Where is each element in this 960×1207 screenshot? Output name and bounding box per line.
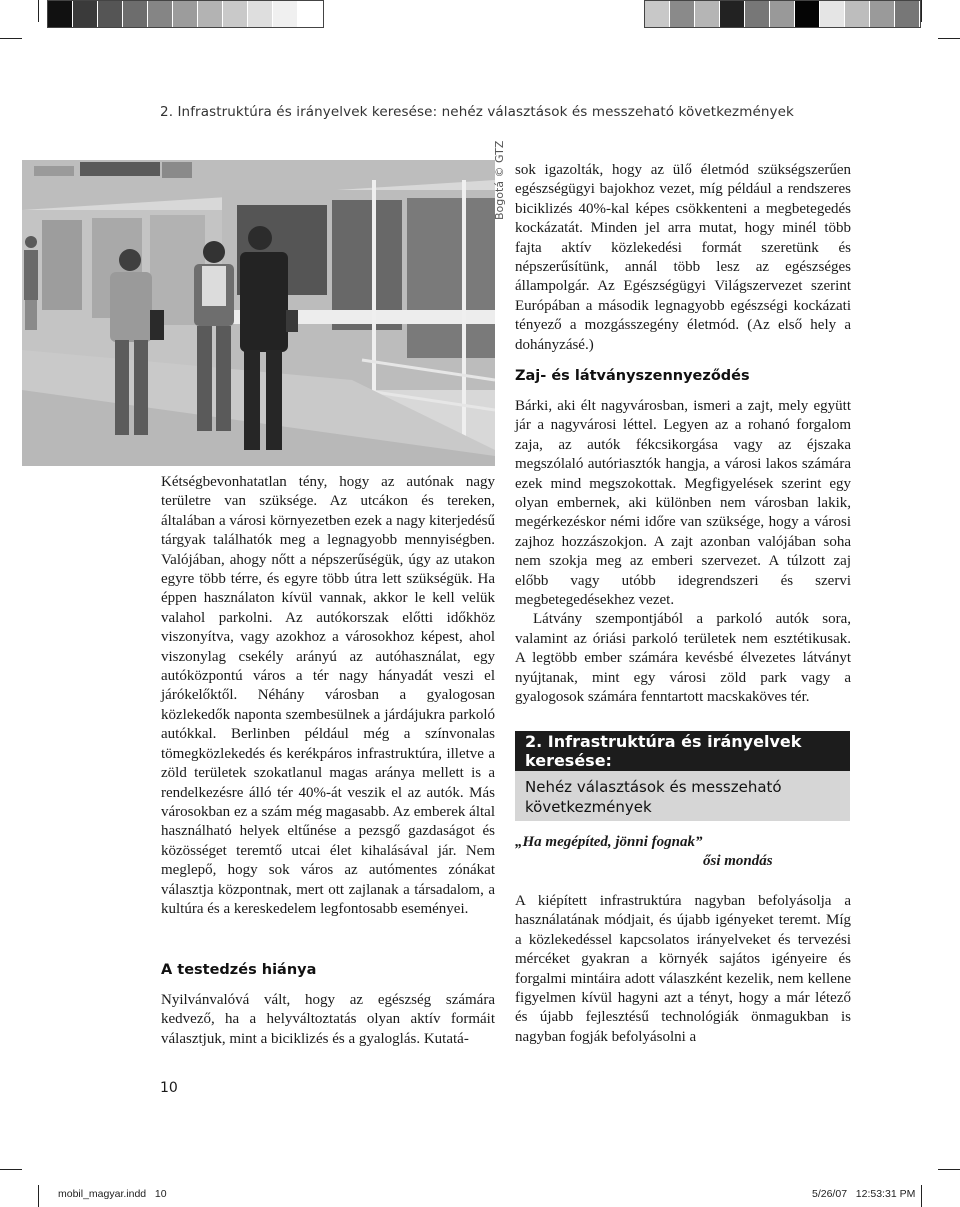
right-paragraph-3: Látvány szempontjából a parkoló autók sora, valamint az óriási parkoló területek nem esztétikusak. A legtöbb ember számára kevésbé élvezetes látványt nyújtanak, mint egy városi zöld park vagy a gyalogosok számára fenntartott macskaköves tér. — [515, 611, 851, 706]
heading-noise: Zaj- és látványszennyeződés — [515, 368, 750, 384]
right-paragraph-4: A kiépített infrastruktúra nagyban befolyásolja a használatának módjait, és újabb igényeket teremt. Míg a közlekedéssel kapcsolatos irányelveket és tervezési mércéket gyakran a környék sajátos igényeire és forgalmi mintáira adott válaszként kezelik, nem kellene figyelmen kívül hagyni azt a tényt, hogy a már létező és újabb fejlesztésű technológiák önmagukban is nagyban fogják befolyásolni a — [515, 893, 851, 1045]
left-paragraph-2: Nyilvánvalóvá vált, hogy az egészség számára kedvező, ha a helyváltoztatás olyan aktív formáit választjuk, mint a biciklizés és a gyaloglás. Kutatá- — [161, 992, 495, 1047]
crop-mark-bottom-left-v — [38, 1185, 39, 1207]
right-column-top — [515, 161, 851, 355]
right-paragraph-1: sok igazolták, hogy az ülő életmód szükségszerűen egészségügyi bajokhoz vezet, míg például a rendszeres biciklizés 40%-kal képes csökkenteni a megbetegedés kockázatát. Minden jel arra mutat, hogy minél több fajta aktív közlekedési formát szeretünk és népszerűsítünk, annál több lesz az egészséges állampolgár. Az Egészségügyi Világszervezet szerint Európában a második legnagyobb egészségi kockázati tényező a mozgásszegény életmód. (Az első hely a dohányzásé.) — [515, 162, 851, 353]
slug-file: mobil_magyar.indd 10 — [58, 1188, 167, 1200]
photo-credit-text: Bogotá © GTZ — [493, 140, 506, 220]
crop-mark-bottom-left-h — [0, 1169, 22, 1170]
left-column — [161, 473, 495, 919]
right-column-middle — [515, 397, 851, 708]
running-head: 2. Infrastruktúra és irányelvek keresése: nehéz választások és messzeható következmények — [160, 104, 794, 120]
color-bar-left — [47, 0, 324, 28]
crop-mark-bottom-right-v — [921, 1185, 922, 1207]
chapter-heading-box — [515, 731, 850, 821]
photo-credit — [493, 140, 509, 240]
page-number: 10 — [160, 1080, 178, 1096]
left-paragraph-1: Kétségbevonhatatlan tény, hogy az autónak nagy területre van szüksége. Az utcákon és tereken, általában a városi környezetben ezek a nagy kiterjedésű tárgyak találhatók meg a legnagyobb mennyiségben. Valójában, ahogy nőtt a népszerűségük, úgy az utakon egyre több térre, és egyre több útra lett szükségük. Ha éppen használaton kívül vannak, akkor le kell velük valahol parkolni. Az autókorszak előtti időkhöz viszonyítva, vagy azokhoz a városokhoz képest, ahol viszonylag csekély arányú az autóhasználat, egy autóközpontú város a tér nagy hányadát veszi el járókelőktől. Néhány városban a gyalogosan közlekedők naponta szembesülnek a járdájukra parkoló autókkal. Berlinben például még a színvonalas tömegközlekedés és kerékpáros infrastruktúra, illetve a zöld területek szokatlanul magas aránya mellett is a rendelkezésre álló tér 40%-át veszik el az autók. Más városokban ez a szám még magasabb. Az emberek által használható helyek eltűnése a pezsgő gazdaságot és közösséget teremtő utcai élet kihalásával jár. Nem meglepő, hogy sok város az autómentes zónákat választja központnak, mert ott zajlanak a társadalom, a kultúra és a kereskedelem legfontosabb eseményei. — [161, 474, 495, 917]
chapter-title: 2. Infrastruktúra és irányelvek keresése: — [515, 731, 850, 771]
color-bar-right — [644, 0, 921, 28]
heading-exercise: A testedzés hiánya — [161, 962, 317, 978]
crop-mark-top-right-v — [921, 0, 922, 22]
crop-mark-top-left-h — [0, 38, 22, 39]
epigraph-source: ősi mondás — [703, 853, 773, 869]
photo-bus-station — [22, 160, 495, 466]
crop-mark-top-right-h — [938, 38, 960, 39]
left-column-bottom — [161, 991, 495, 1049]
epigraph-quote: „Ha megépíted, jönni fognak” — [515, 834, 703, 850]
right-paragraph-2: Bárki, aki élt nagyvárosban, ismeri a zajt, mely együtt jár a nagyvárosi léttel. Legyen az a rohanó forgalom zaja, az autók fékcsikorgása vagy az éjszaka megszólaló autóriasztók hangja, a városi lakos számára ezek mind megszokottak. Megfigyelések szerint egy olyan embernek, aki különben nem városban lakik, megérkezéskor némi időre van szüksége, hogy a városi zajhoz hozzászokjon. A zajt azonban valójában soha nem szokja meg az emberi szervezet. A túlzott zaj előbb vagy utóbb idegrendszeri és szervi megbetegedésekhez vezet. — [515, 398, 851, 609]
crop-mark-top-left-v — [38, 0, 39, 22]
chapter-subtitle: Nehéz választások és messzeható következmények — [515, 771, 850, 821]
right-column-bottom — [515, 892, 851, 1047]
slug-date: 5/26/07 12:53:31 PM — [812, 1188, 916, 1200]
crop-mark-bottom-right-h — [938, 1169, 960, 1170]
